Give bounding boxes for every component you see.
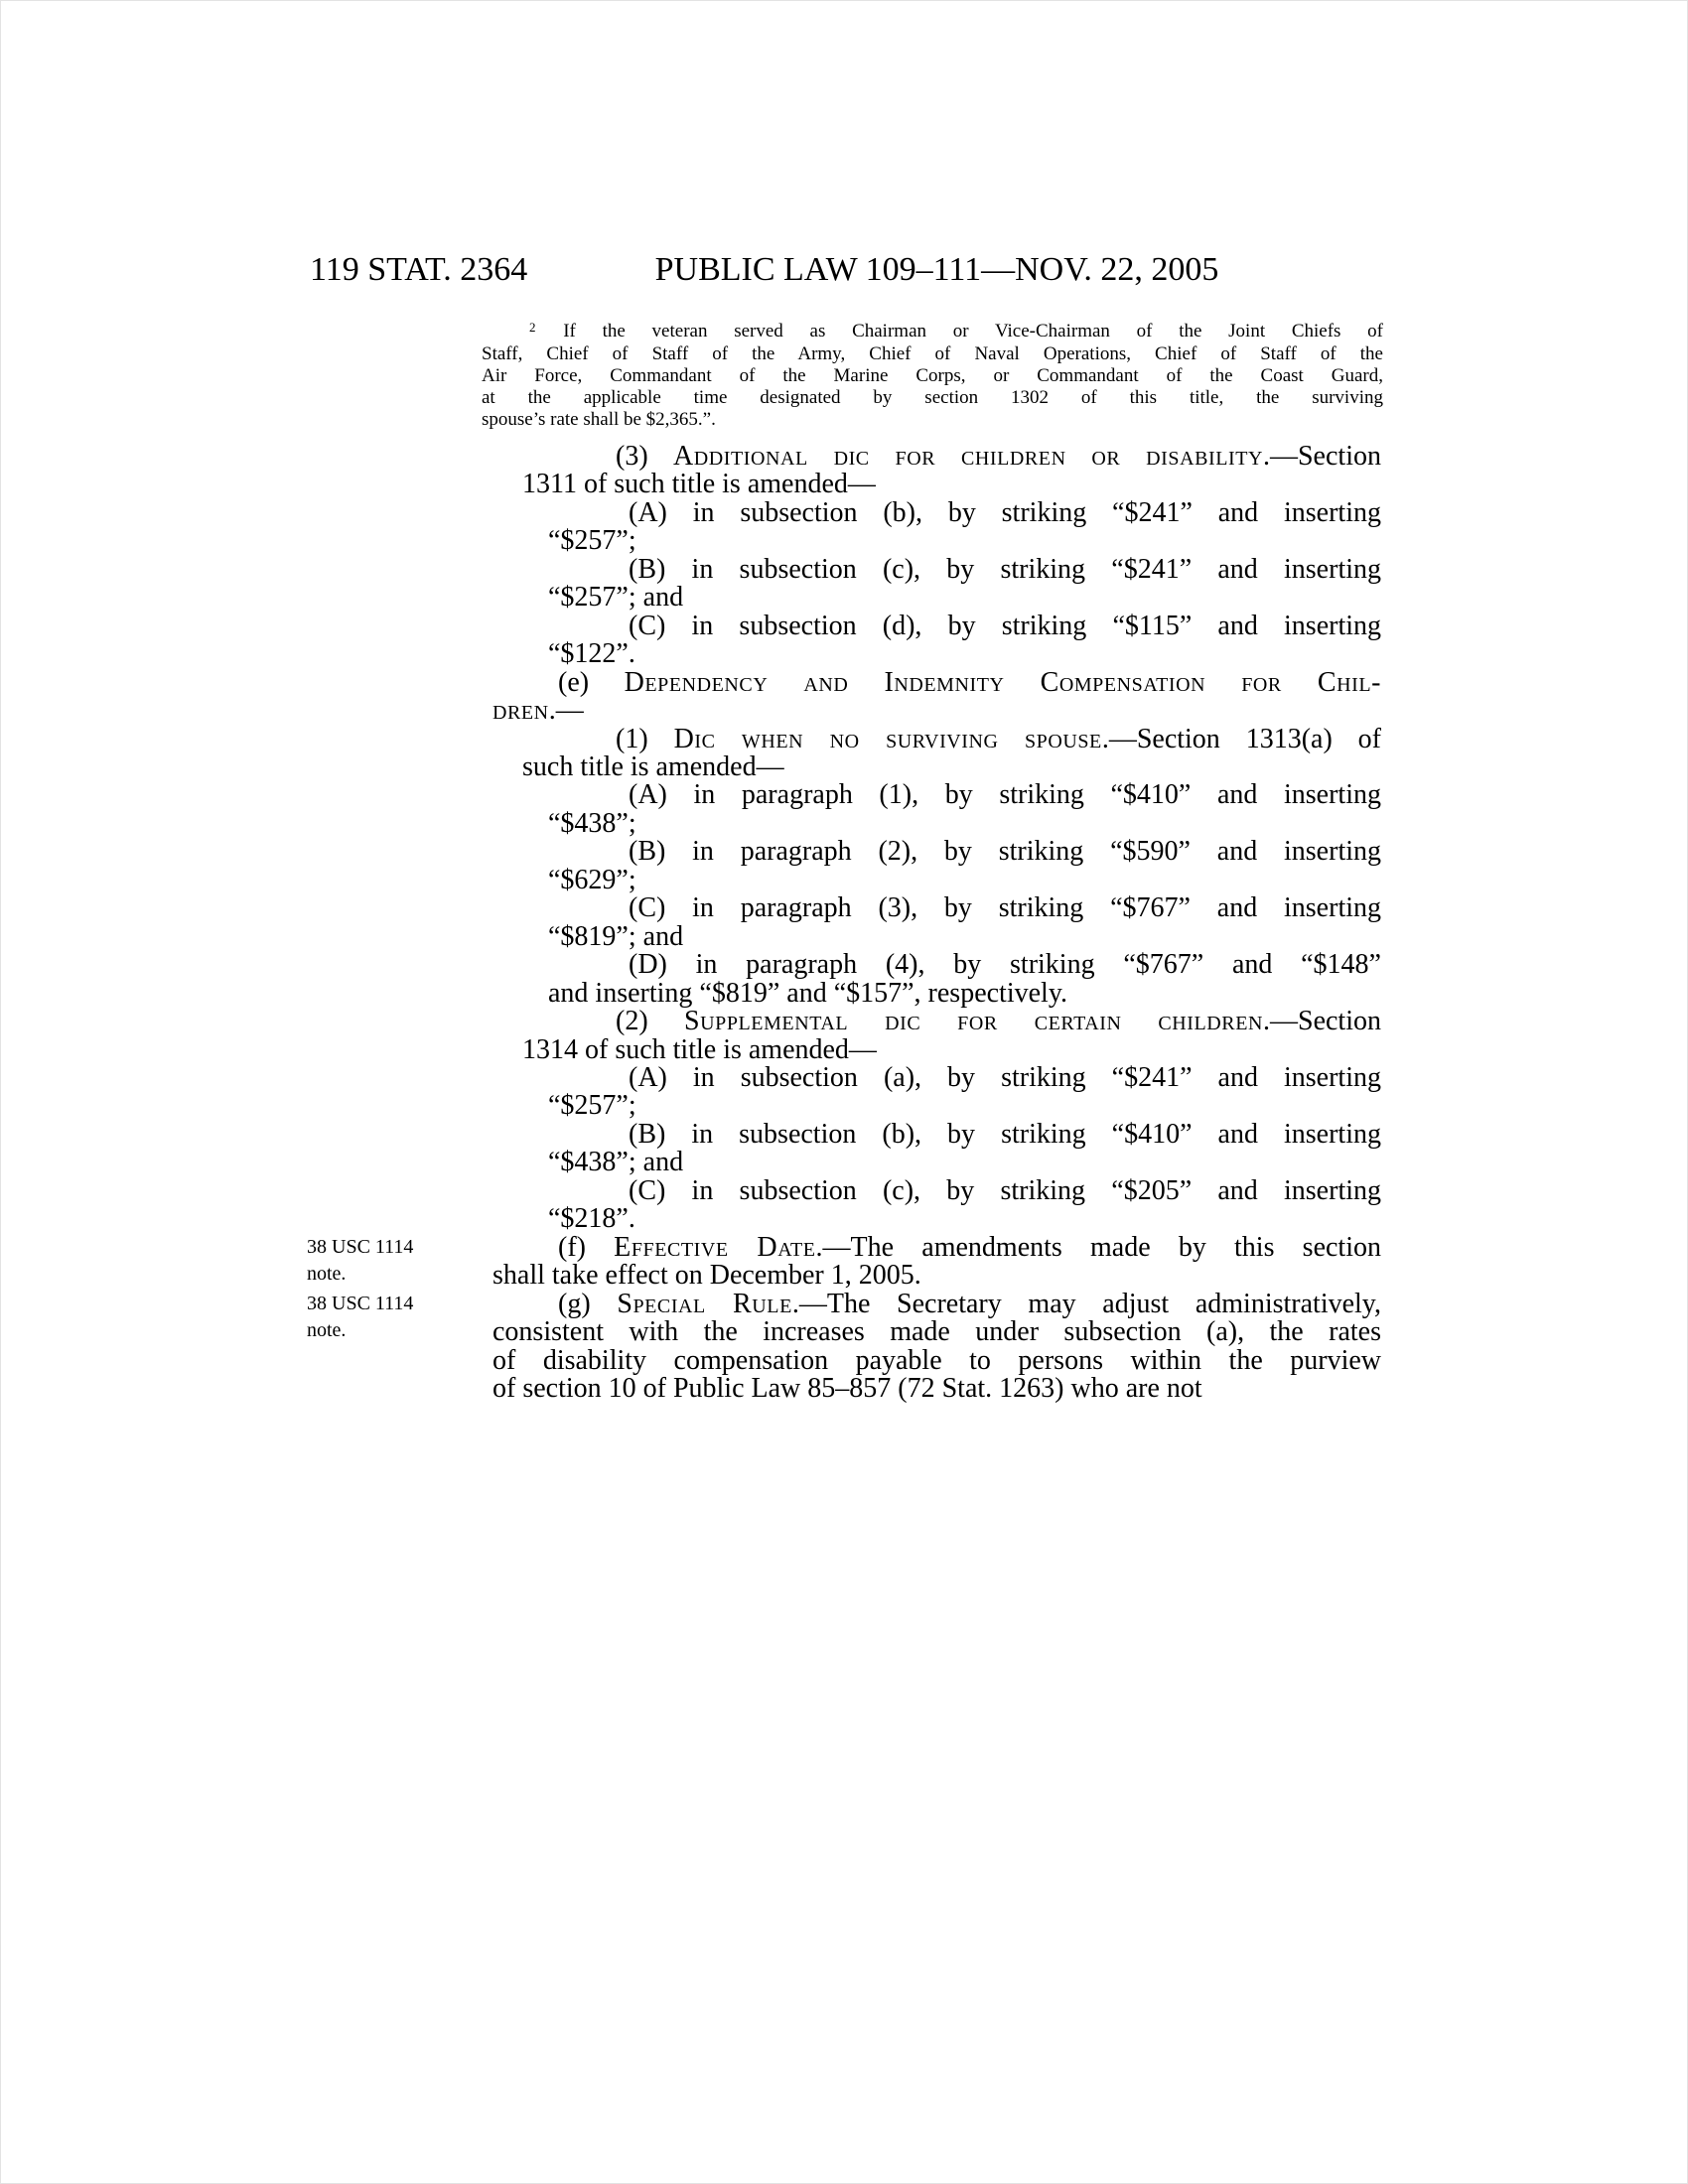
- text-run: “$257”;: [548, 1090, 636, 1122]
- footnote-line: Air Force, Commandant of the Marine Corps, or Commandant of the Coast Guard,: [482, 365, 1383, 386]
- footnote-line: Staff, Chief of Staff of the Army, Chief of Naval Operations, Chief of Staff of the: [482, 343, 1383, 364]
- body-line: [492, 1008, 1381, 1035]
- body-line: [492, 723, 1382, 754]
- body-line: [492, 1061, 1381, 1093]
- text-run: “$438”;: [548, 807, 636, 839]
- footnote-line: at the applicable time designated by section 1302 of this title, the surviving: [482, 387, 1383, 408]
- body-line: [492, 920, 1381, 952]
- text-run: (C) in subsection (c), by striking “$205” and inserting: [629, 1174, 1381, 1206]
- margin-note: 38 USC 1114 note.: [307, 1293, 414, 1341]
- body-line: [492, 753, 1381, 781]
- text-run: (B) in subsection (c), by striking “$241” and inserting: [629, 553, 1381, 585]
- body-line: [492, 807, 1381, 839]
- body-line: [492, 527, 1381, 555]
- small-caps-run: Effective Date: [614, 1231, 816, 1263]
- text-run: (A) in subsection (a), by striking “$241” and inserting: [629, 1061, 1381, 1093]
- text-run: .—The Secretary may adjust administratively,: [791, 1288, 1381, 1319]
- body-line: [492, 1262, 1381, 1290]
- margin-note: 38 USC 1114 note.: [307, 1236, 414, 1285]
- text-run: of disability compensation payable to persons within the purview: [492, 1344, 1381, 1376]
- body-line: [492, 610, 1381, 641]
- body-line: [492, 894, 1381, 922]
- body-line: [492, 697, 1381, 725]
- body-text: [492, 443, 1381, 1403]
- text-run: “$257”;: [548, 525, 636, 557]
- body-line: [492, 1118, 1381, 1150]
- text-run: “$438”; and: [548, 1147, 684, 1178]
- footnote-line: spouse’s rate shall be $2,365.”.: [482, 409, 716, 430]
- body-line: [492, 781, 1381, 809]
- body-line: [492, 977, 1381, 1009]
- text-run: “$819”; and: [548, 920, 684, 952]
- law-title: PUBLIC LAW 109–111—NOV. 22, 2005: [654, 251, 1219, 288]
- text-run: consistent with the increases made under subsection (a), the rates: [492, 1316, 1381, 1348]
- text-run: (3): [616, 441, 673, 472]
- body-line: [492, 1231, 1381, 1263]
- text-run: (C) in subsection (d), by striking “$115” and inserting: [629, 610, 1381, 641]
- text-run: “$122”.: [548, 638, 635, 670]
- body-line: [492, 1344, 1381, 1376]
- text-run: .—Section: [1263, 1006, 1381, 1037]
- text-run: such title is amended—: [522, 751, 784, 782]
- text-run: (2): [616, 1006, 685, 1037]
- text-run: .—Section: [1262, 441, 1381, 472]
- text-run: shall take effect on December 1, 2005.: [492, 1260, 921, 1292]
- text-run: of section 10 of Public Law 85–857 (72 Stat. 1263) who are not: [492, 1372, 1202, 1404]
- text-run: (e): [558, 666, 625, 698]
- body-line: [492, 1372, 1381, 1404]
- body-line: [492, 443, 1381, 471]
- text-run: (A) in paragraph (1), by striking “$410” and inserting: [629, 779, 1381, 811]
- text-run: (B) in paragraph (2), by striking “$590” and inserting: [629, 836, 1381, 868]
- body-line: [492, 864, 1381, 895]
- body-line: [492, 584, 1381, 612]
- body-line: [492, 838, 1381, 866]
- text-run: 1311 of such title is amended—: [522, 469, 876, 500]
- text-run: “$218”.: [548, 1203, 635, 1235]
- text-run: .—Section 1313(a) of: [1101, 723, 1382, 754]
- text-run: “$257”; and: [548, 582, 684, 614]
- small-caps-run: Supplemental dic for certain children: [684, 1006, 1263, 1037]
- footnote-line: $^2$ If the veteran served as Chairman or Vice-Chairman of the Joint Chiefs of: [529, 320, 1383, 341]
- text-run: (A) in subsection (b), by striking “$241” and inserting: [629, 496, 1381, 528]
- small-caps-run: Additional dic for children or disability: [672, 441, 1263, 472]
- body-line: [492, 496, 1381, 528]
- body-line: [492, 1092, 1381, 1120]
- text-run: (B) in subsection (b), by striking “$410” and inserting: [629, 1118, 1381, 1150]
- text-run: “$629”;: [548, 864, 636, 895]
- text-run: (C) in paragraph (3), by striking “$767” and inserting: [629, 892, 1381, 924]
- text-run: and inserting “$819” and “$157”, respectively.: [548, 977, 1068, 1009]
- text-run: (D) in paragraph (4), by striking “$767” and “$148”: [629, 949, 1381, 981]
- body-line: [492, 553, 1381, 585]
- body-line: [492, 1174, 1381, 1206]
- body-line: [492, 1205, 1381, 1233]
- text-run: .—: [548, 695, 584, 727]
- footnote-marker: 2: [529, 320, 537, 335]
- body-line: [492, 1318, 1381, 1346]
- body-line: [492, 1149, 1381, 1176]
- body-line: [492, 951, 1381, 979]
- text-run: (1): [616, 723, 674, 754]
- text-run: (f): [558, 1231, 615, 1263]
- body-line: [492, 1033, 1381, 1065]
- body-line: [492, 640, 1381, 668]
- body-line: [492, 1288, 1381, 1319]
- body-line: [492, 666, 1381, 698]
- body-line: [492, 471, 1381, 498]
- stat-page-number: 119 STAT. 2364: [310, 251, 528, 288]
- text-run: (g): [558, 1288, 618, 1319]
- footnote-block: [482, 321, 1383, 431]
- small-caps-run: Dependency and Indemnity Compensation for Chil-: [624, 666, 1381, 698]
- text-run: 1314 of such title is amended—: [522, 1033, 877, 1065]
- text-run: .—The amendments made by this section: [815, 1231, 1381, 1263]
- small-caps-run: Dic when no surviving spouse: [673, 723, 1102, 754]
- small-caps-run: dren: [492, 695, 549, 727]
- small-caps-run: Special Rule: [617, 1288, 792, 1319]
